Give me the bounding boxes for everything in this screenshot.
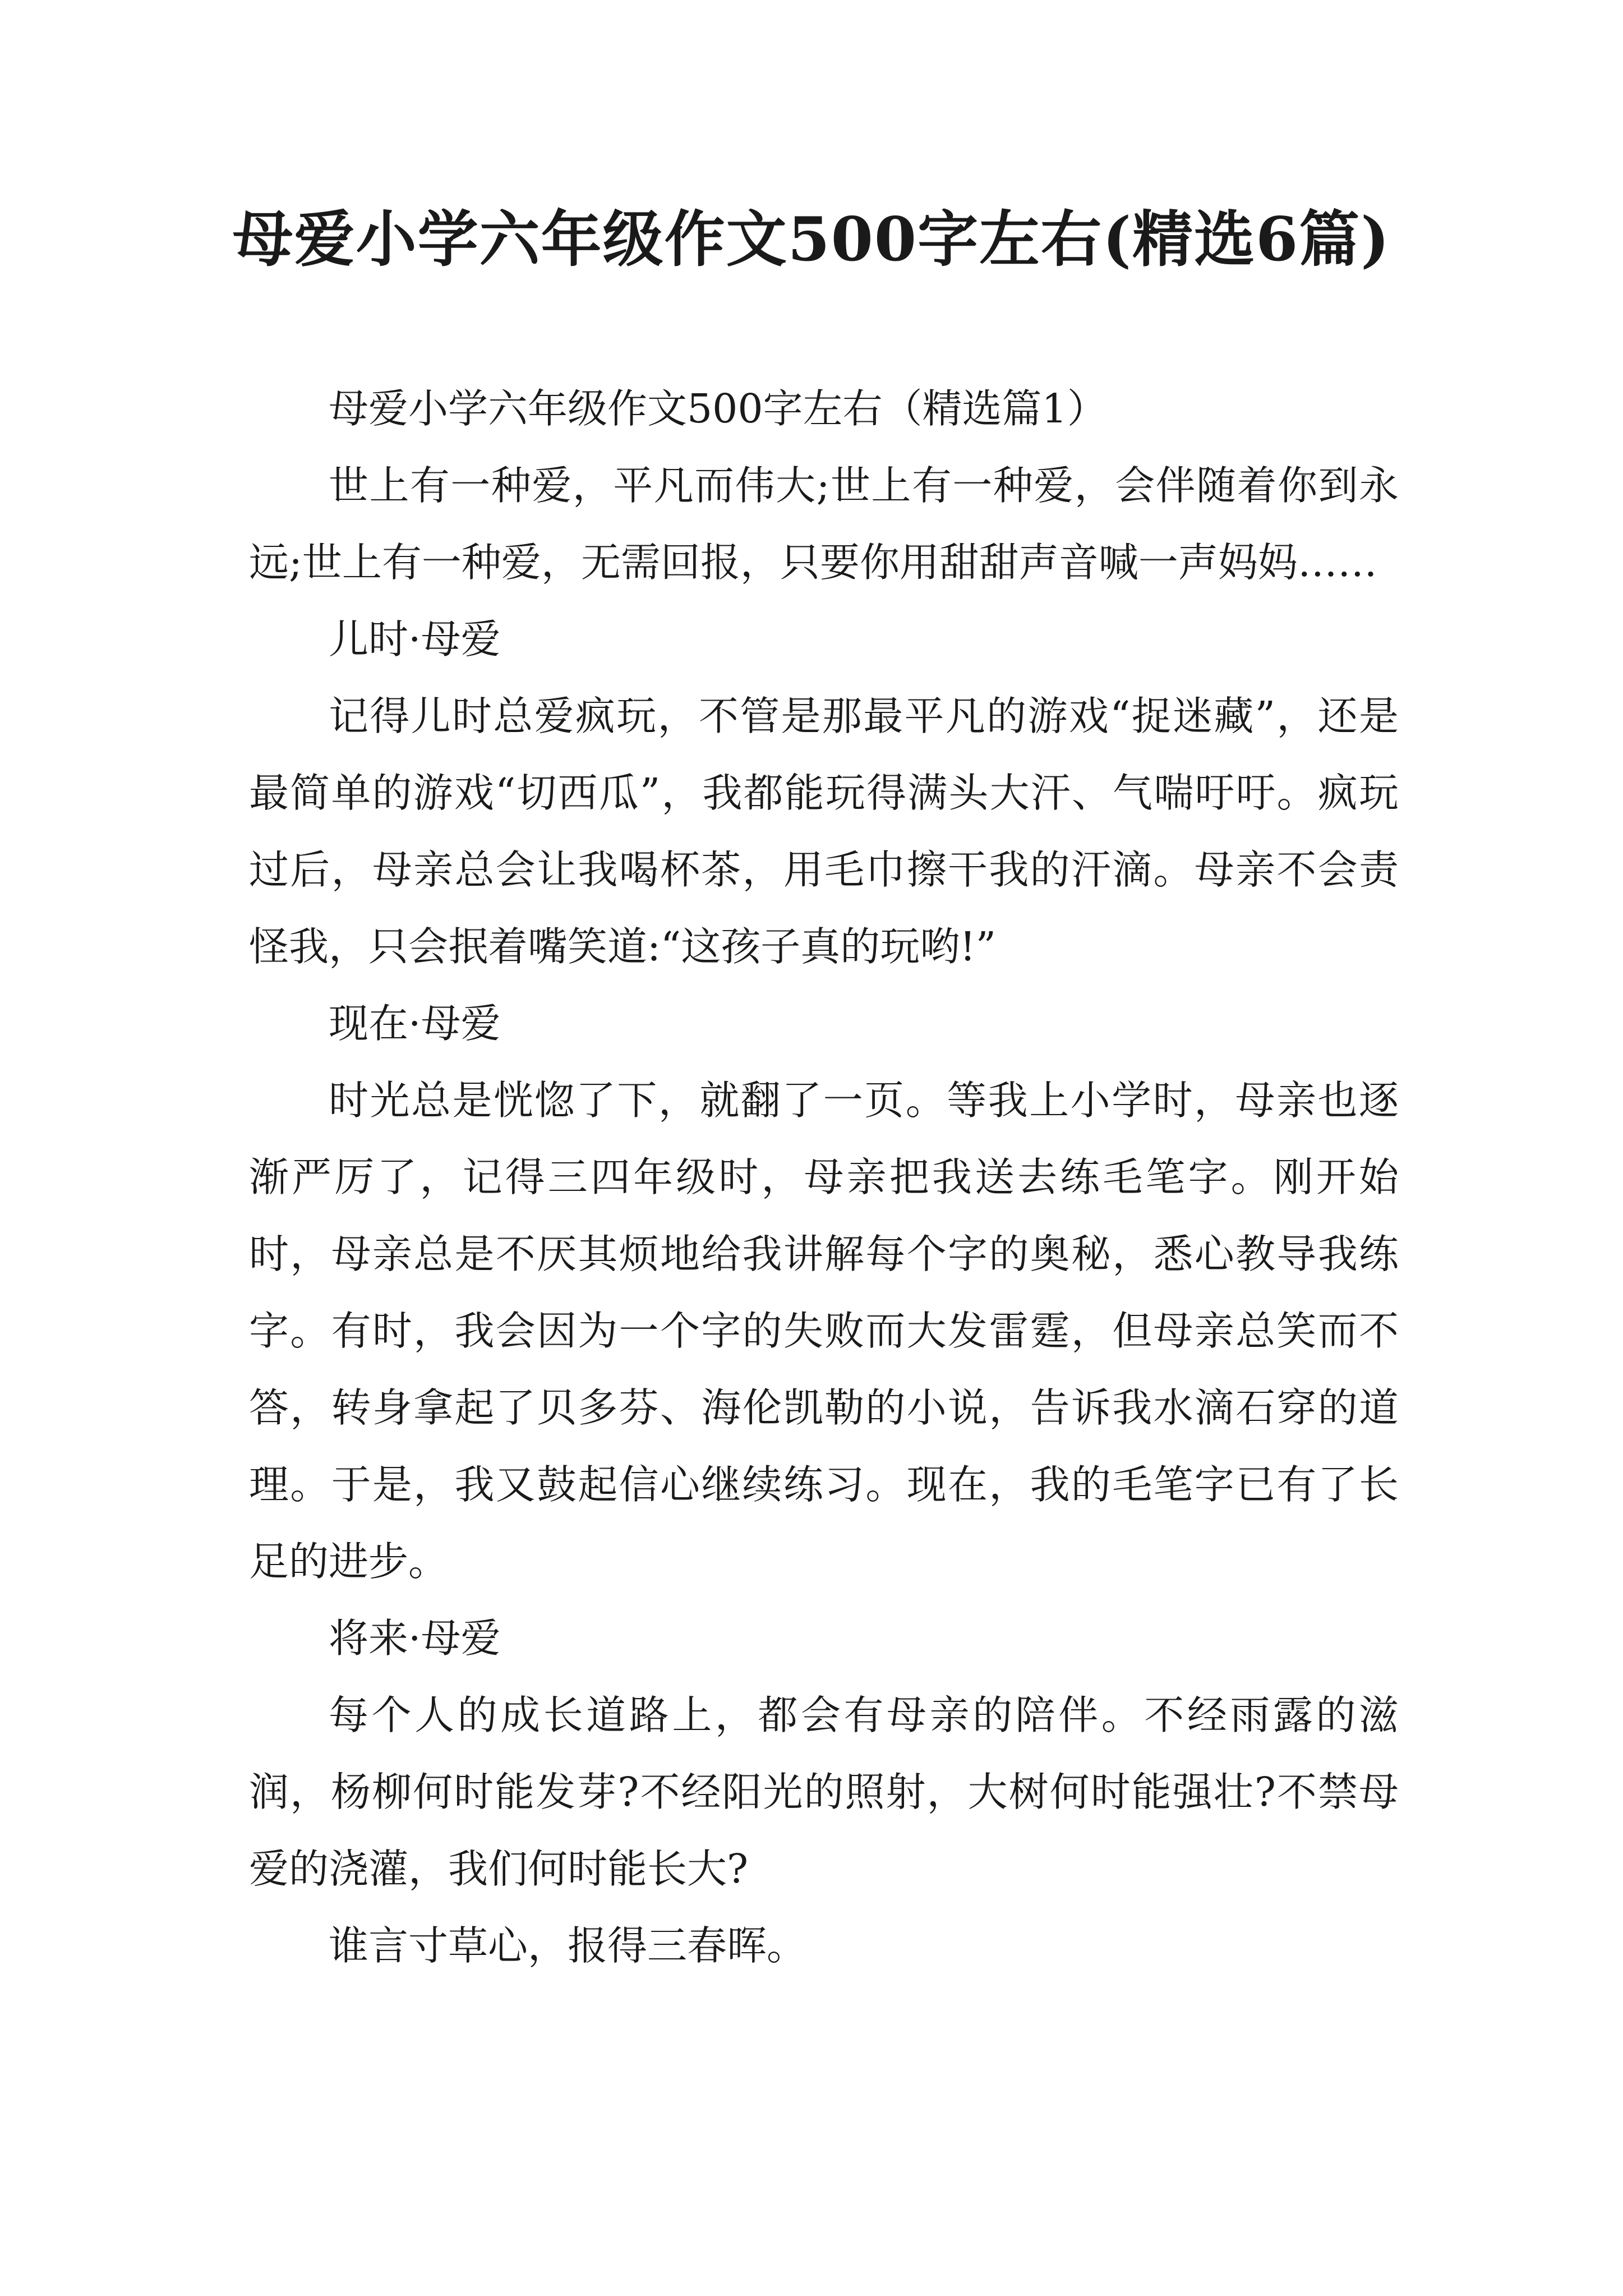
subheading: 儿时·母爱 (329, 616, 501, 662)
paragraph: 谁言寸草心，报得三春晖。 (329, 1922, 807, 1969)
paragraph: 记得儿时总爱疯玩，不管是那最平凡的游戏“捉迷藏”，还是最简单的游戏“切西瓜”，我都能玩得满头大汗、气喘吁吁。疯玩过后，母亲总会让我喝杯茶，用毛巾擦干我的汗滴。母亲不会责怪我，只会抿着嘴笑道:“这孩子真的玩哟!” (249, 693, 1399, 970)
subheading: 将来·母爱 (329, 1615, 501, 1662)
document-title: 母爱小学六年级作文500字左右(精选6篇) (232, 204, 1391, 275)
document-body (249, 370, 1399, 1984)
paragraph: 时光总是恍惚了下，就翻了一页。等我上小学时，母亲也逐渐严厉了，记得三四年级时，母亲把我送去练毛笔字。刚开始时，母亲总是不厌其烦地给我讲解每个字的奥秘，悉心教导我练字。有时，我会因为一个字的失败而大发雷霆，但母亲总笑而不答，转身拿起了贝多芬、海伦凯勒的小说，告诉我水滴石穿的道理。于是，我又鼓起信心继续练习。现在，我的毛笔字已有了长足的进步。 (249, 1077, 1399, 1585)
subheading: 现在·母爱 (329, 1000, 501, 1047)
section-heading: 母爱小学六年级作文500字左右（精选篇1） (329, 385, 1107, 432)
paragraph: 世上有一种爱，平凡而伟大;世上有一种爱，会伴随着你到永远;世上有一种爱，无需回报，只要你用甜甜声音喊一声妈妈…… (249, 462, 1399, 586)
paragraph: 每个人的成长道路上，都会有母亲的陪伴。不经雨露的滋润，杨柳何时能发芽?不经阳光的照射，大树何时能强壮?不禁母爱的浇灌，我们何时能长大? (249, 1692, 1399, 1892)
